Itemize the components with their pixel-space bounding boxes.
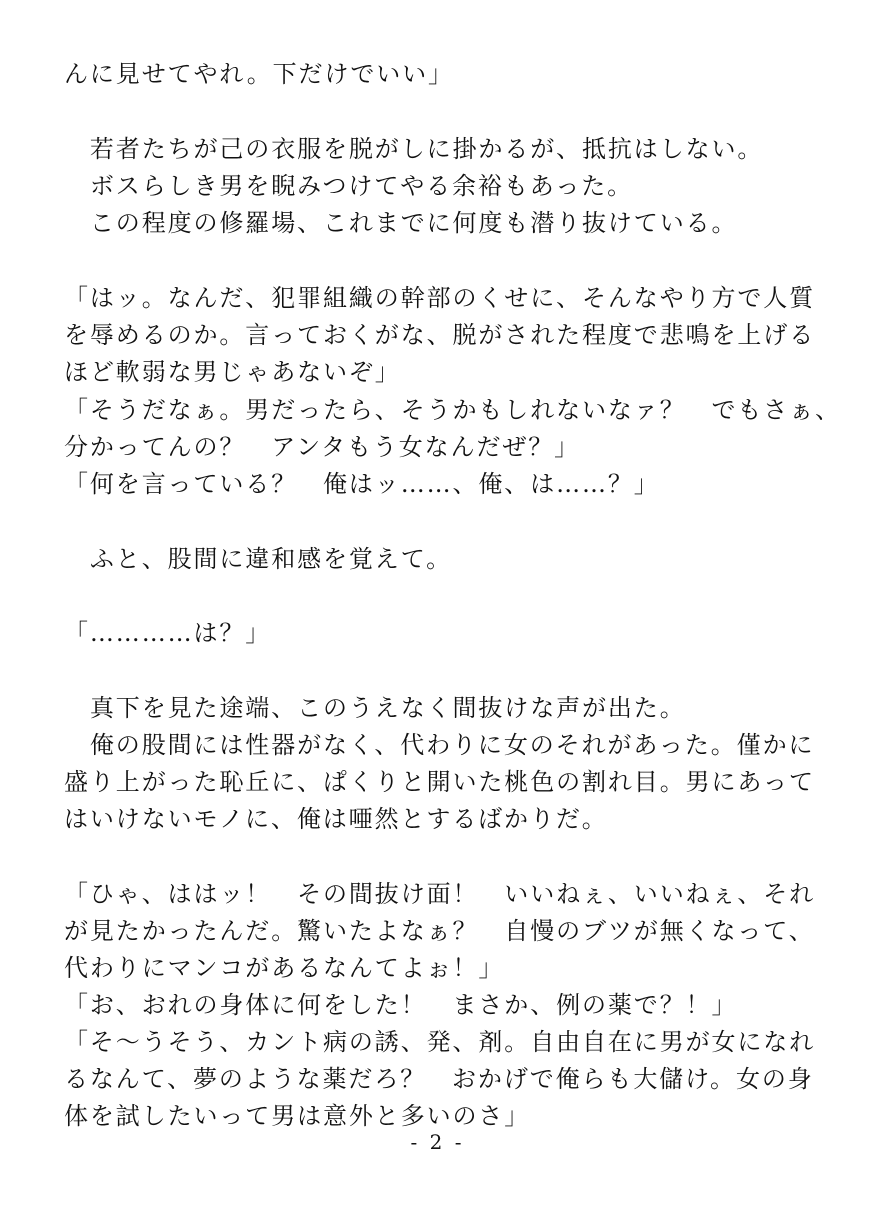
text-line: んに見せてやれ。下だけでいい」 (64, 60, 454, 88)
text-line: 「お、おれの身体に何をした！ まさか、例の薬で？！」 (64, 991, 738, 1019)
text-line: るなんて、夢のような薬だろ？ おかげで俺らも大儲け。女の身 (64, 1065, 814, 1093)
text-line: 若者たちが己の衣服を脱がしに掛かるが、抵抗はしない。 (64, 135, 764, 163)
text-line: 「はッ。なんだ、犯罪組織の幹部のくせに、そんなやり方で人質 (64, 284, 816, 312)
text-line: 「そうだなぁ。男だったら、そうかもしれないなァ？ でもさぁ、 (64, 396, 841, 424)
text-line: が見たかったんだ。驚いたよなぁ？ 自慢のブツが無くなって、 (64, 917, 815, 945)
text-line: 「…………は？」 (64, 619, 272, 647)
text-line: はいけないモノに、俺は唖然とするばかりだ。 (64, 805, 608, 833)
text-line: 代わりにマンコがあるなんてよぉ！」 (64, 954, 505, 982)
text-line: 分かってんの？ アンタもう女なんだぜ？」 (64, 433, 581, 461)
text-line: ほど軟弱な男じゃあないぞ」 (64, 358, 401, 386)
text-line: 「そ～うそう、カント病の誘、発、剤。自由自在に男が女になれ (64, 1028, 816, 1056)
text-line: 俺の股間には性器がなく、代わりに女のそれがあった。僅かに (64, 731, 815, 759)
page-number: - 2 - (410, 1130, 465, 1154)
text-line: 体を試したいって男は意外と多いのさ」 (64, 1102, 531, 1130)
text-line: を辱めるのか。言っておくがな、脱がされた程度で悲鳴を上げる (64, 321, 816, 349)
text-line: 「何を言っている？ 俺はッ……、俺、は……？」 (64, 470, 660, 498)
text-line: ふと、股間に違和感を覚えて。 (64, 545, 453, 573)
text-line: 真下を見た途端、このうえなく間抜けな声が出た。 (64, 694, 686, 722)
text-line: この程度の修羅場、これまでに何度も潜り抜けている。 (64, 209, 738, 237)
text-line: 「ひゃ、ははッ！ その間抜け面！ いいねぇ、いいねぇ、それ (64, 880, 816, 908)
text-line: ボスらしき男を睨みつけてやる余裕もあった。 (64, 172, 634, 200)
text-line: 盛り上がった恥丘に、ぱくりと開いた桃色の割れ目。男にあって (64, 768, 815, 796)
